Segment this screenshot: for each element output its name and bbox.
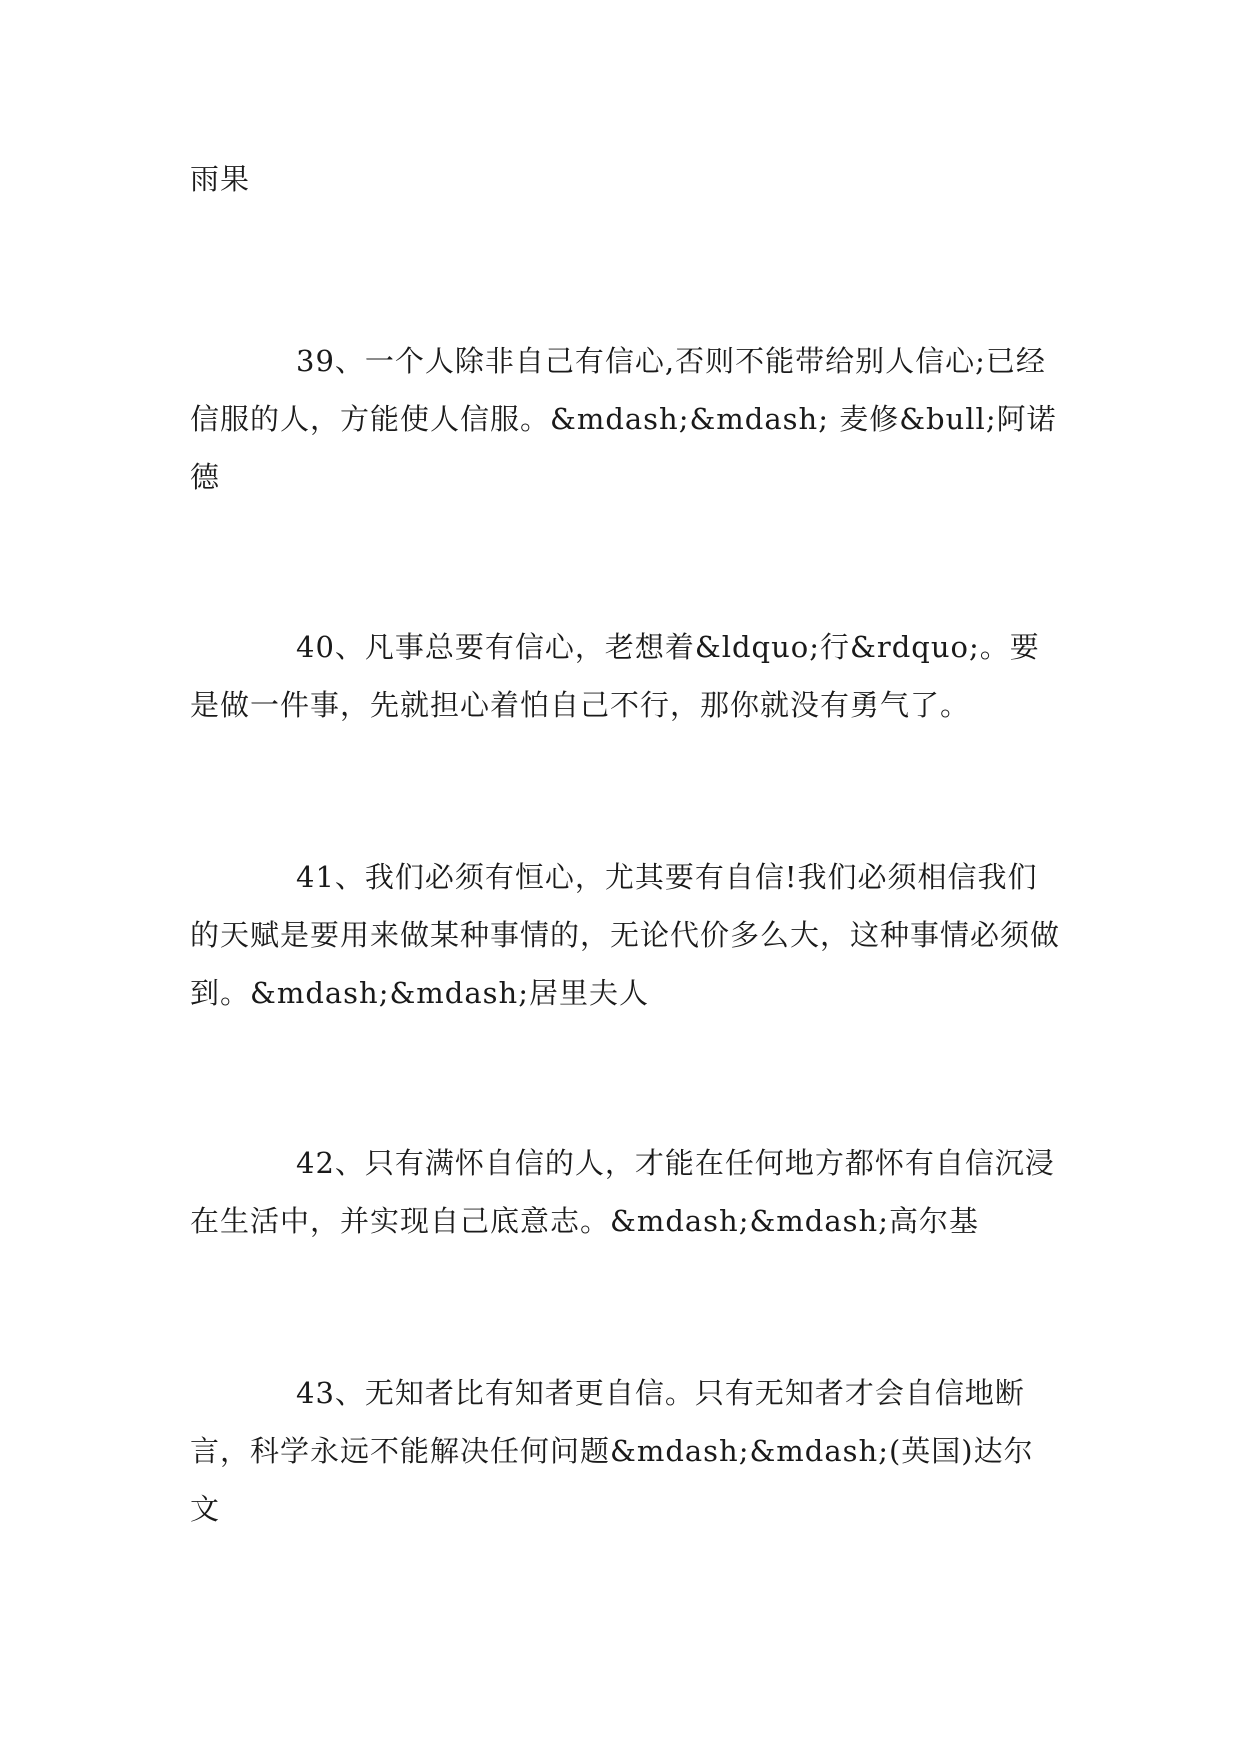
paragraph-author-line: 雨果 (190, 162, 251, 196)
paragraph-quote-43: 43、无知者比有知者更自信。只有无知者才会自信地断言，科学永远不能解决任何问题&mdash;&mdash;(英国)达尔文 (190, 1376, 1034, 1526)
paragraph-quote-41: 41、我们必须有恒心，尤其要有自信!我们必须相信我们的天赋是要用来做某种事情的，无论代价多么大，这种事情必须做到。&mdash;&mdash;居里夫人 (190, 860, 1061, 1010)
paragraph-quote-39: 39、一个人除非自己有信心,否则不能带给别人信心;已经信服的人，方能使人信服。&mdash;&mdash; 麦修&bull;阿诺德 (190, 344, 1057, 494)
paragraph-quote-42: 42、只有满怀自信的人，才能在任何地方都怀有自信沉浸在生活中，并实现自己底意志。&mdash;&mdash;高尔基 (190, 1146, 1055, 1238)
paragraph-quote-40: 40、凡事总要有信心，老想着&ldquo;行&rdquo;。要是做一件事，先就担心着怕自己不行，那你就没有勇气了。 (190, 630, 1040, 722)
